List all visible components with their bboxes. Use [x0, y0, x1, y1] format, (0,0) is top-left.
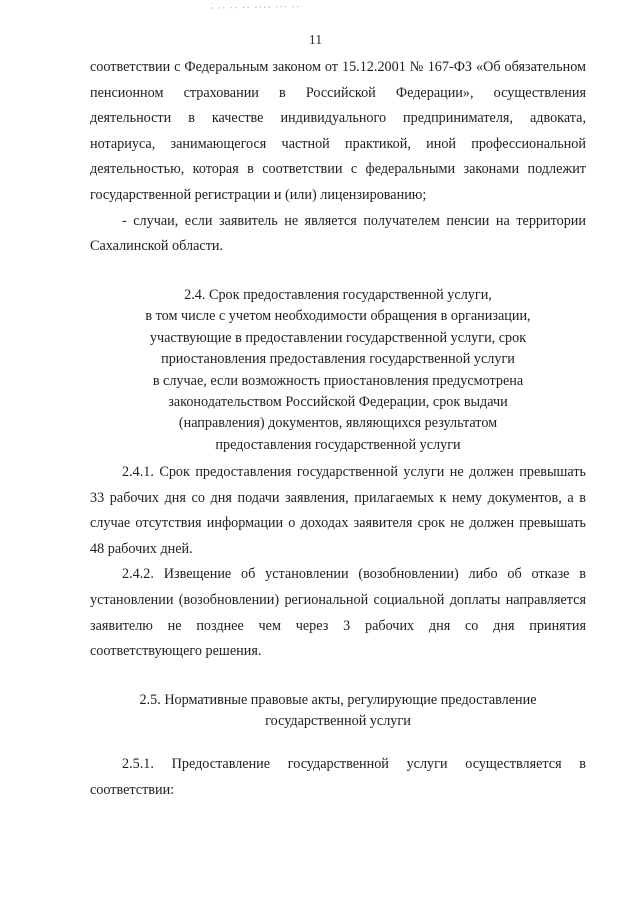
heading-line: участвующие в предоставлении государственной услуги, срок [149, 329, 527, 346]
heading-line: в том числе с учетом необходимости обращения в организации, [145, 308, 531, 325]
scan-artifact: ·́ ·· ·· ·· ···· ··· ·· [209, 1, 301, 15]
heading-line: законодательством Российской Федерации, срок выдачи [168, 394, 508, 411]
heading-line: предоставления государственной услуги [215, 436, 461, 453]
heading-line: 2.5. Нормативные правовые акты, регулирующие предоставление [139, 692, 537, 708]
continuation-paragraph: соответствии с Федеральным законом от 15.12.2001 № 167-ФЗ «Об обязательном пенсионном страховании в Российской Федерации», осуществления деятельности в качестве индивидуального предпринимателя, адвоката, нотариуса, занимающегося частной практикой, иной профессиональной деятельностью, которая в соответствии с федеральными законами подлежит государственной регистрации и (или) лицензированию; [90, 59, 586, 203]
section-2-5-heading [90, 690, 586, 733]
paragraph-2-4-2: 2.4.2. Извещение об установлении (возобновлении) либо об отказе в установлении (возобновлении) региональной социальной доплаты направляется заявителю не позднее чем через 3 рабочих дня со дня принятия соответствующего решения. [90, 566, 586, 660]
page-number: 11 [308, 33, 323, 48]
paragraph-2-5-1: 2.5.1. Предоставление государственной услуги осуществляется в соответствии: [90, 756, 586, 798]
section-2-5-body [90, 752, 586, 803]
heading-line: в случае, если возможность приостановления предусмотрена [152, 372, 524, 389]
bullet-paragraph: - случаи, если заявитель не является получателем пенсии на территории Сахалинской области. [90, 212, 586, 255]
heading-line: приостановления предоставления государственной услуги [161, 351, 515, 368]
heading-line: государственной услуги [265, 713, 411, 730]
paragraph-2-4-1: 2.4.1. Срок предоставления государственной услуги не должен превышать 33 рабочих дня со дня подачи заявления, прилагаемых к нему документов, а в случае отсутствия информации о доходах заявителя срок не должен превышать 48 рабочих дней. [90, 464, 586, 557]
heading-line: (направления) документов, являющихся результатом [178, 415, 498, 432]
section-2-4-body [90, 460, 586, 665]
continuation-block [90, 55, 586, 260]
heading-line: 2.4. Срок предоставления государственной услуги, [184, 287, 492, 303]
section-2-4-heading [90, 285, 586, 456]
